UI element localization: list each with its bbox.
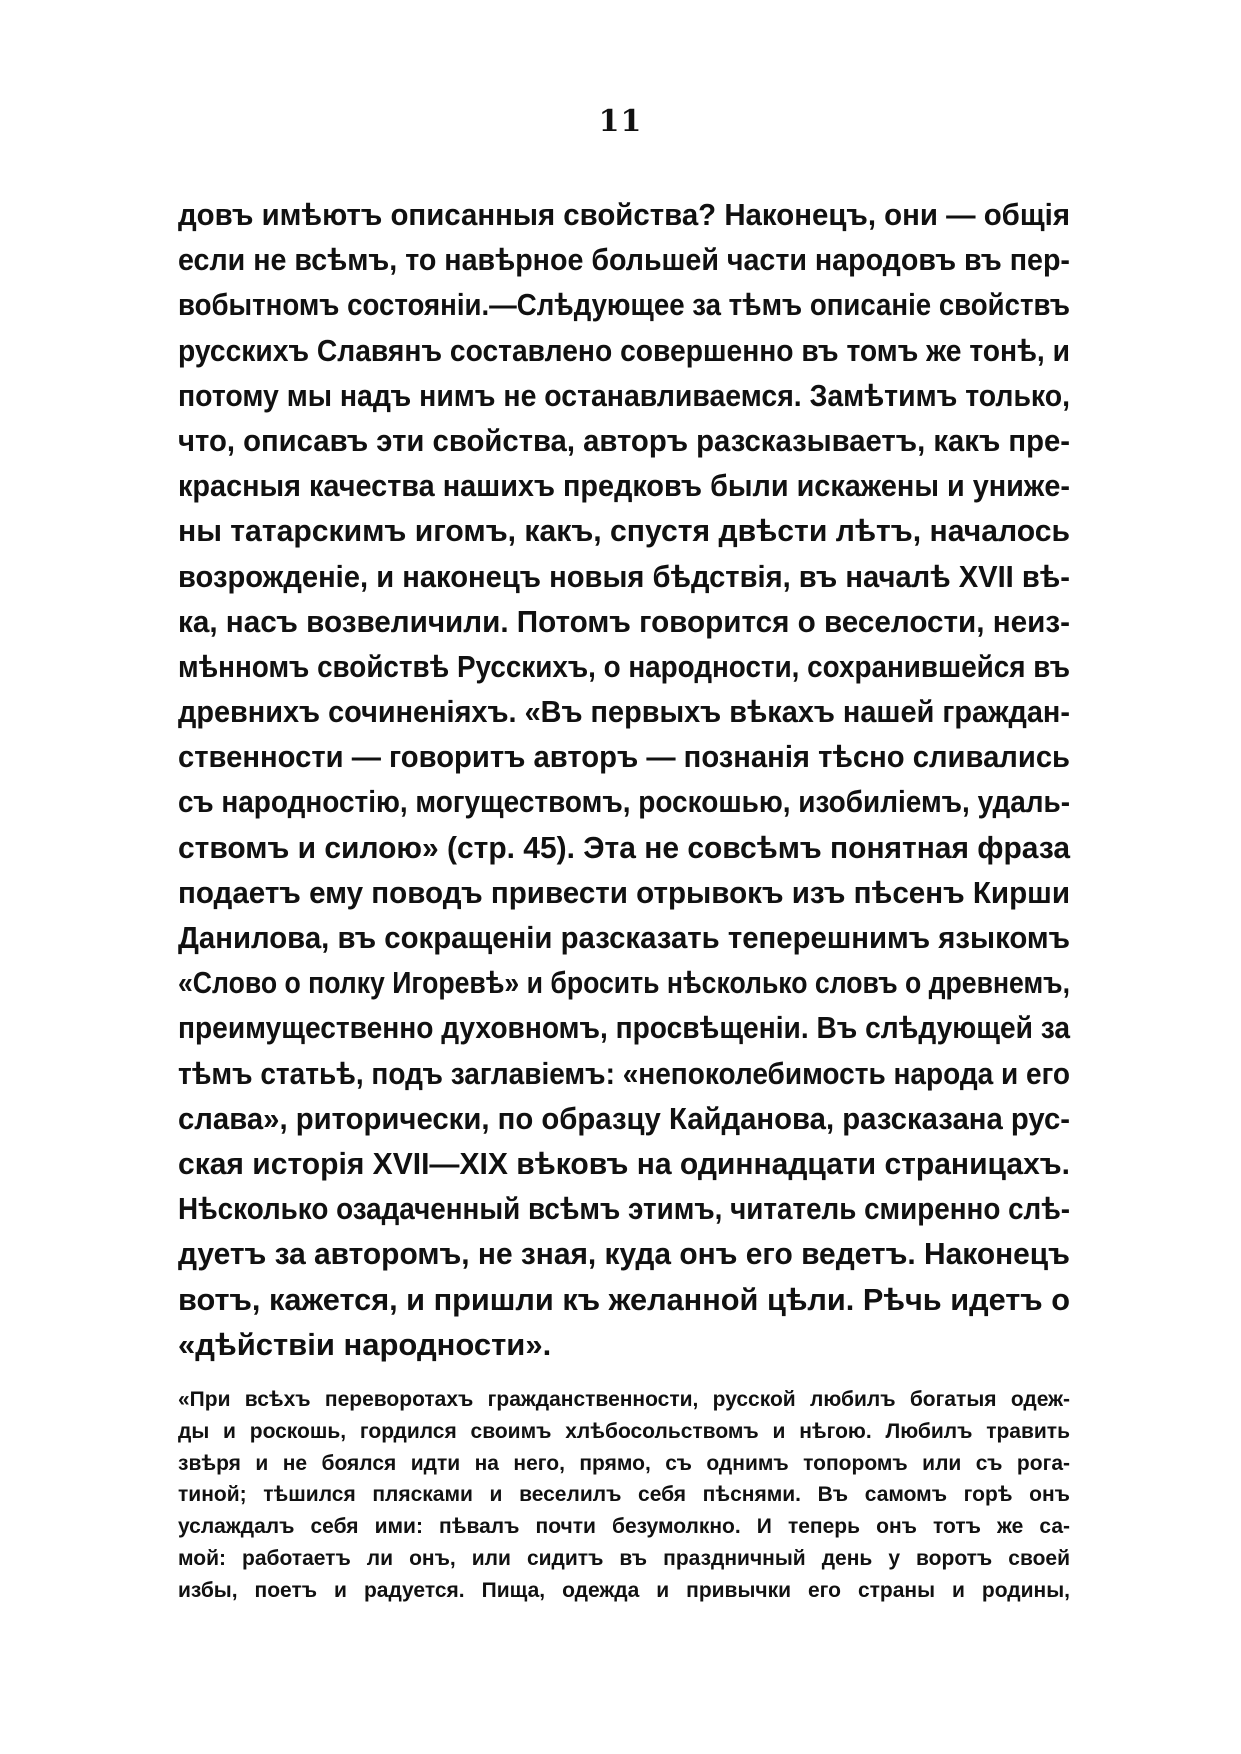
main-body-text [178, 192, 1070, 1367]
page-number: 11 [598, 104, 643, 139]
quote-line: мой: работаетъ ли онъ, или сидитъ въ праздничный день у воротъ своей [178, 1546, 1070, 1570]
body-line: ская исторія XVII—XIX вѣковъ на одиннадцати страницахъ. [178, 1145, 1071, 1181]
body-line: ствомъ и силою» (стр. 45). Эта не совсѣмъ понятная фраза [178, 829, 1071, 865]
body-line: красныя качества нашихъ предковъ были искажены и унижe- [178, 468, 1070, 504]
body-line: съ народностію, могуществомъ, роскошью, изобиліемъ, удаль- [178, 784, 1071, 820]
body-line: ны татарскимъ игомъ, какъ, спустя двѣсти лѣтъ, началось [178, 513, 1070, 549]
body-line: довъ имѣютъ описанныя свойства? Наконецъ, они — общія [178, 197, 1070, 232]
body-line: мѣнномъ свойствѣ Русскихъ, о народности, сохранившейся въ [178, 648, 1070, 684]
body-line: «дѣйствіи народности». [178, 1326, 552, 1362]
body-line: вотъ, кажется, и пришли къ желанной цѣли. Рѣчь идетъ о [178, 1281, 1070, 1317]
body-line: что, описавъ эти свойства, авторъ разсказываетъ, какъ пре- [178, 422, 1071, 458]
quote-line: тиной; тѣшился плясками и веселилъ себя пѣснями. Въ самомъ горѣ онъ [178, 1483, 1070, 1507]
body-line: дуетъ за авторомъ, не зная, куда онъ его ведетъ. Наконецъ [178, 1236, 1070, 1272]
body-line: слава», риторически, по образцу Кайданова, разсказана рус- [178, 1100, 1071, 1136]
quote-line: избы, поетъ и радуется. Пища, одежда и привычки его страны и родины, [178, 1578, 1070, 1602]
quote-line: звѣря и не боялся идти на него, прямо, съ однимъ топоромъ или съ рога- [178, 1451, 1070, 1475]
body-line: преимущественно духовномъ, просвѣщеніи. Въ слѣдующей за [178, 1010, 1071, 1046]
body-line: древнихъ сочиненіяхъ. «Въ первыхъ вѣкахъ нашей граждан- [178, 694, 1070, 730]
body-line: Нѣсколько озадаченный всѣмъ этимъ, читатель смиренно слѣ- [178, 1191, 1071, 1227]
body-line: потому мы надъ нимъ не останавливаемся. Замѣтимъ только, [178, 377, 1071, 413]
body-line: ственности — говоритъ авторъ — познанія тѣсно сливались [178, 739, 1071, 775]
body-line: если не всѣмъ, то навѣрное большей части народовъ въ пер- [178, 242, 1070, 278]
body-line: вобытномъ состояніи.—Слѣдующее за тѣмъ описаніе свойствъ [178, 287, 1070, 323]
body-line: Данилова, въ сокращеніи разсказать теперешнимъ языкомъ [178, 920, 1071, 955]
quote-line: «При всѣхъ переворотахъ гражданственности, русской любилъ богатыя одеж- [178, 1388, 1070, 1411]
body-line: русскихъ Славянъ составлено совершенно въ томъ же тонѣ, и [178, 332, 1070, 368]
quote-line: ды и роскошь, гордился своимъ хлѣбосольствомъ и нѣгою. Любилъ травить [178, 1419, 1070, 1443]
quotation-block [178, 1384, 1070, 1607]
body-line: «Слово о полку Игоревѣ» и бросить нѣсколько словъ о древнемъ, [178, 965, 1070, 1001]
body-line: подаетъ ему поводъ привести отрывокъ изъ пѣсенъ Кирши [178, 874, 1071, 910]
body-line: тѣмъ статьѣ, подъ заглавіемъ: «непоколебимость народа и его [178, 1055, 1071, 1091]
body-line: возрожденіе, и наконецъ новыя бѣдствія, въ началѣ XVII вѣ- [178, 558, 1070, 594]
body-line: ка, насъ возвеличили. Потомъ говорится о веселости, неиз- [178, 603, 1070, 639]
quote-line: услаждалъ себя ими: пѣвалъ почти безумолкно. И теперь онъ тотъ же са- [178, 1515, 1070, 1539]
